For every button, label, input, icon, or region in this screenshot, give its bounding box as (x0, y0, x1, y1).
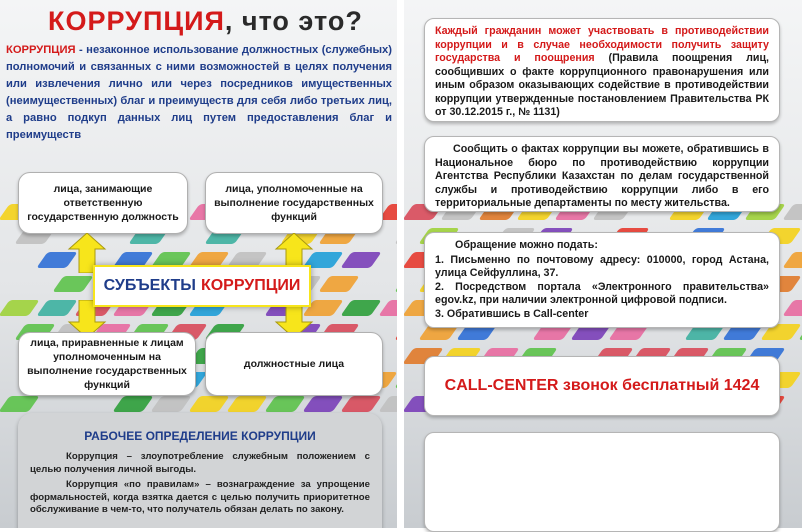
decorative-tile (340, 396, 381, 412)
decorative-tile (378, 396, 397, 412)
report-corruption-box (424, 136, 780, 212)
decorative-tile (302, 396, 343, 412)
decorative-tile (226, 396, 267, 412)
decorative-tile (112, 396, 153, 412)
decorative-tile (340, 252, 381, 268)
decorative-tile (0, 300, 40, 316)
callcenter-box: CALL-CENTER звонок бесплатный 1424 (424, 356, 780, 416)
box-responsible-officials: лица, занимающие ответственную государственную должность (18, 172, 188, 234)
decorative-tile (782, 300, 802, 316)
working-definition-p2: Коррупция «по правилам» – вознаграждение за упрощение формальностей, когда взятка дается с целью получить приоритетное обслуживание в чем-то, что получатель обязан делать по закону. (30, 479, 370, 515)
subjects-of-corruption-label: СУБЪЕКТЫ КОРРУПЦИИ (93, 265, 311, 307)
working-definition-box (18, 413, 382, 528)
appeal-item-1: 1. Письменно по почтовому адресу: 010000, город Астана, улица Сейфуллина, 37. (435, 253, 769, 279)
decorative-tile (340, 300, 381, 316)
decorative-tile (782, 252, 802, 268)
decorative-tile (394, 228, 397, 244)
box-authorized-persons: лица, уполномоченные на выполнение государственных функций (205, 172, 383, 234)
box-officials: должностные лица (205, 332, 383, 396)
citizen-participation-box (424, 18, 780, 122)
decorative-tile (394, 324, 397, 340)
decorative-tile (264, 396, 305, 412)
decorative-tile (378, 300, 397, 316)
box-equated-persons: лица, приравненные к лицам уполномоченным на выполнение государственных функций (18, 332, 196, 396)
decorative-tile (0, 396, 40, 412)
citizen-participation-rules: (Правила поощрения лиц, сообщивших о факте коррупционного правонарушения или иным образом оказывающих содействие в противодействии коррупции утвержденные постановлением Правительства РК от 30.12.2015 г., № 1131) (435, 52, 769, 118)
empty-box (424, 432, 780, 532)
page-title: КОРРУПЦИЯ, что это? (48, 6, 363, 36)
definition-term: КОРРУПЦИЯ (6, 44, 76, 56)
appeal-methods-box (424, 232, 780, 328)
decorative-tile (782, 204, 802, 220)
working-definition-title: РАБОЧЕЕ ОПРЕДЕЛЕНИЕ КОРРУПЦИИ (84, 429, 316, 443)
left-panel (0, 0, 397, 528)
report-corruption-text: Сообщить о фактах коррупции вы можете, обратившись в Национальное бюро по противодействию коррупции Агентства Республики Казахстан по делам государственной службы и противодействию коррупции либо в его территориальные департаменты по месту жительства. (435, 143, 769, 209)
decorative-tile (318, 276, 359, 292)
decorative-tile (188, 396, 229, 412)
working-definition-p1: Коррупция – злоупотребление служебным положением с целью получения личной выгоды. (30, 451, 370, 475)
decorative-tile (394, 276, 397, 292)
citizen-participation-highlight: Каждый гражданин может участвовать в противодействии коррупции и в случае необходимости получить защиту государства и поощрения (435, 25, 769, 64)
decorative-tile (150, 396, 191, 412)
appeal-item-2: 2. Посредством портала «Электронного правительства» egov.kz, при наличии электронной цифровой подписи. (435, 280, 769, 306)
decorative-tile (52, 276, 93, 292)
definition-text: - незаконное использование должностных (служебных) полномочий и связанных с ними возможностей в целях получения или извлечения лично или через посредников имущественных (неимущественных) благ и преимуществ для себя либо третьих лиц, а равно подкуп данных лиц путем предоставления благ и преимуществ (6, 44, 392, 141)
appeal-item-3: 3. Обратившись в Call-center (435, 307, 589, 320)
corruption-definition (6, 42, 392, 144)
appeal-heading: Обращение можно подать: (455, 239, 598, 251)
